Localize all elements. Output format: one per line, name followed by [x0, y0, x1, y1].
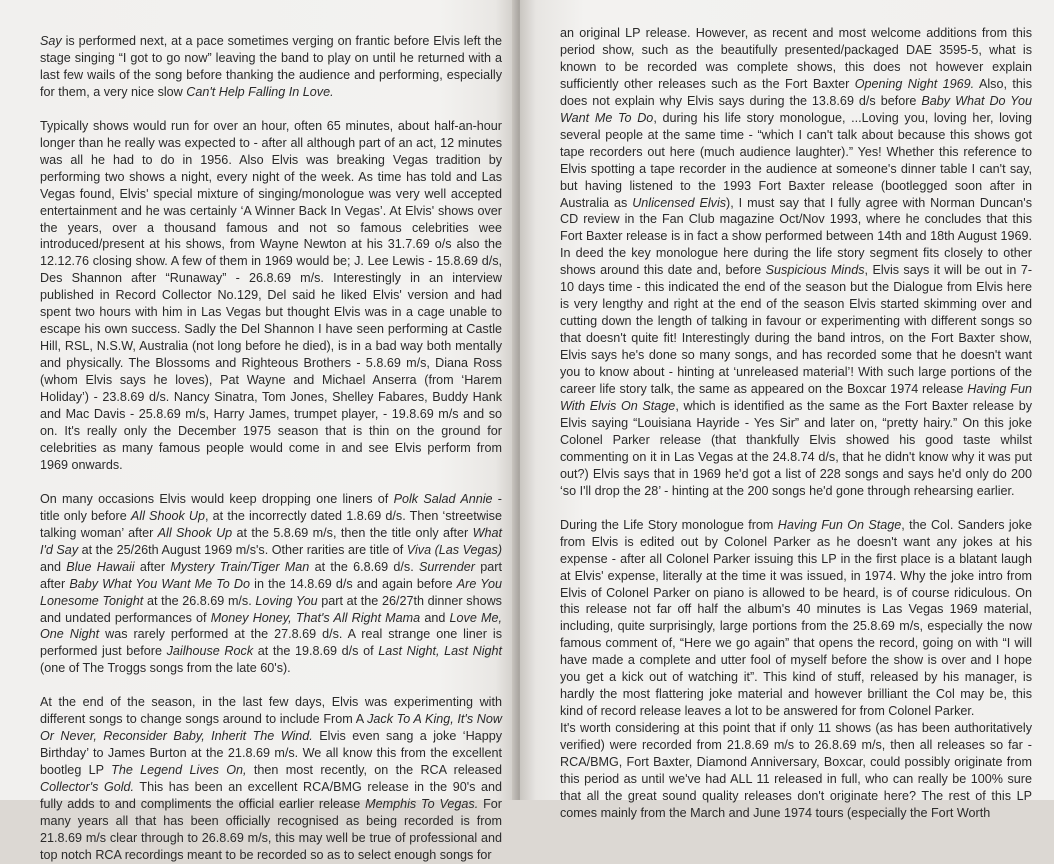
- left-paragraph-3: [40, 491, 502, 677]
- right-paragraph-3: [560, 720, 1032, 822]
- left-paragraph-4: [40, 694, 502, 864]
- body-text: was rarely performed at the 27.8.69 d/s. A real strange one liner is performed just before: [40, 627, 502, 659]
- body-text: Also, this does not explain why Elvis says during the 13.8.69 d/s before: [560, 76, 1033, 108]
- body-text: and: [420, 610, 450, 625]
- body-text: During the Life Story monologue from: [560, 517, 778, 532]
- italic-title-text: Jack To A King, It's Now Or Never, Reconsider Baby, Inherit The Wind.: [40, 712, 502, 744]
- italic-title-text: Say: [40, 34, 62, 48]
- body-text: - title only before: [40, 491, 502, 523]
- italic-title-text: Money Honey, That's All Right Mama: [210, 610, 421, 625]
- body-text: For many years all that has been officially recognised as being recorded is from 21.8.69 m/s clear through to 26.8.69 m/s, this may well be true of professional and top notch RCA recordings meant to be recorded so as to select enough songs for: [40, 797, 502, 862]
- italic-title-text: Having Fun On Stage: [777, 517, 902, 532]
- italic-title-text: Opening Night 1969.: [854, 76, 975, 91]
- italic-title-text: Having Fun With Elvis On Stage: [560, 382, 1032, 413]
- italic-title-text: All Shook Up: [130, 508, 206, 523]
- body-text: At the end of the season, in the last few days, Elvis was experimenting with different songs to change songs around to include From A: [40, 695, 502, 727]
- right-paragraph-2: [560, 517, 1032, 720]
- body-text: an original LP release. However, as recent and most welcome additions from this period show, such as the beautifully presented/packaged DAE 3595-5, what is known to be recorded was complete shows, this does not however explain sufficiently other releases such as the Fort Baxter: [560, 26, 1032, 91]
- body-text: , at the incorrectly dated 1.8.69 d/s. Then ‘streetwise talking woman’ after: [40, 508, 502, 540]
- body-text: Elvis even sang a joke ‘Happy Birthday’ to James Burton at the 21.8.69 m/s. We all know this from the excellent bootleg LP: [40, 729, 502, 778]
- italic-title-text: Memphis To Vegas.: [365, 797, 479, 812]
- body-text: , during his life story monologue, ...Loving you, loving her, loving several people at the same time - “which I can't talk about because this shows got tape recorders out here (much audience laughter).” Yes! Whether this reference to Elvis spotting a tape recorder in the audience at someone's dinner table I can't say, but having listened to the 1993 Fort Baxter release (bootlegged soon after in Australia as: [560, 110, 1033, 210]
- body-text: at the 25/26th August 1969 m/s's. Other rarities are title of: [78, 542, 407, 557]
- italic-title-text: Loving You: [255, 593, 318, 608]
- body-text: It's worth considering at this point that if only 11 shows (as has been authoritatively verified) were recorded from 21.8.69 m/s to 26.8.69 m/s, then all releases so far - RCA/BMG, Fort Baxter, Diamond Anniversary, Boxcar, could possibly originate from this period as until we've had ALL 11 released in full, who can really be 100% sure that all the great sound quality releases don't originate here? The rest of this LP comes mainly from the March and June 1974 tours (especially the Fort Worth: [560, 721, 1032, 820]
- body-text: after: [134, 559, 171, 574]
- italic-title-text: Are You Lonesome Tonight: [40, 576, 502, 608]
- body-text: (one of The Troggs songs from the late 60's).: [40, 661, 291, 676]
- body-text: ), I must say that I fully agree with Norman Duncan's CD review in the Fan Club magazine Oct/Nov 1993, where he concludes that this Fort Baxter release is in fact a show performed between 14th and 18th August 1969. In deed the key monologue here during the life story segment fits closely to other shows around this date and, before: [560, 195, 1032, 278]
- left-page: [0, 0, 516, 862]
- italic-title-text: Collector's Gold.: [40, 780, 135, 795]
- body-text: at the 26.8.69 m/s.: [143, 593, 256, 608]
- body-text: at the 5.8.69 m/s, then the title only after: [232, 525, 473, 540]
- italic-title-text: Love Me, One Night: [40, 610, 502, 642]
- body-text: in the 14.8.69 d/s and again before: [250, 576, 457, 591]
- italic-title-text: Mystery Train/Tiger Man: [170, 559, 310, 574]
- italic-title-text: Can't Help Falling In Love.: [186, 84, 334, 99]
- italic-title-text: What I'd Say: [40, 525, 502, 557]
- body-text: , Elvis says it will be out in 7-10 days time - this indicated the end of the season but the Dialogue from Elvis here is very lengthy and right at the end of the season Elvis started skimming over and cutting down the length of talking in favour or experimenting with different songs so that doesn't quite fit! Interestingly during the band intros, on the Fort Baxter show, Elvis says he's done so many songs, and has recorded some that he doesn't want you to know about - hinting at ‘unreleased material’! With such large portions of the career life story talk, the same as appeared on the Boxcar 1974 release: [560, 263, 1033, 397]
- body-text: and: [40, 559, 67, 574]
- italic-title-text: Surrender: [419, 559, 476, 574]
- left-paragraph-1: [40, 33, 502, 101]
- right-paragraph-1: [560, 25, 1032, 500]
- italic-title-text: Jailhouse Rock: [166, 644, 254, 659]
- italic-title-text: Baby What You Want Me To Do: [69, 576, 251, 591]
- italic-title-text: All Shook Up: [157, 525, 233, 540]
- italic-title-text: Blue Hawaii: [66, 559, 135, 574]
- italic-title-text: The Legend Lives On,: [111, 763, 247, 778]
- body-text: This has been an excellent RCA/BMG release in the 90's and fully adds to and compliments the official earlier release: [40, 780, 502, 812]
- body-text: , which is identified as the same as the Fort Baxter release by Elvis saying “Louisiana Hayride - Yes Sir” and later on, “pretty hairy.” On this joke Colonel Parker release (that thankfully Elvis showed his good taste whilst commenting on it in Las Vegas at the 24.8.74 d/s, that he didn't know why it was put out?) Elvis says that in 1969 he'd got a list of 228 songs and says he'd only do 200 ‘so I'll drop the 28’ - hinting at the 200 songs he'd gone through rehearsing earlier.: [560, 398, 1033, 498]
- body-text: at the 6.8.69 d/s.: [309, 559, 419, 574]
- italic-title-text: Last Night, Last Night: [378, 644, 503, 659]
- body-text: part at the 26/27th dinner shows and undated performances of: [40, 593, 502, 625]
- italic-title-text: Baby What Do You Want Me To Do: [560, 93, 1032, 125]
- body-text: then most recently, on the RCA released: [246, 763, 502, 778]
- italic-title-text: Suspicious Minds: [765, 263, 865, 278]
- italic-title-text: Polk Salad Annie: [393, 491, 493, 506]
- left-paragraph-2: [40, 118, 502, 474]
- body-text: at the 19.8.69 d/s of: [253, 644, 379, 659]
- body-text: On many occasions Elvis would keep dropping one liners of: [40, 491, 394, 506]
- body-text: is performed next, at a pace sometimes verging on frantic before Elvis left the stage singing “I got to go now” leaving the band to play on until he returned with a last few wails of the song before thanking the audience and performing, especially for them, a very nice slow: [40, 34, 502, 99]
- italic-title-text: Viva (Las Vegas): [406, 542, 503, 557]
- body-text: , the Col. Sanders joke from Elvis is edited out by Colonel Parker as he doesn't want any jokes at his expense - after all Colonel Parker issuing this LP in the first place is a blatant laugh at Elvis' expense, literally at the time it was issued, in 1974. Why the joke intro from Elvis of Colonel Parker on piano is allowed to be heard, is of course ridiculous. On this release not far off half the album's 40 minutes is Las Vegas 1969 material, including, quite surprisingly, large portions from the 25.8.69 m/s, especially the now famous comment of, “Here we go again” that opens the record, going on with “I will have made a complete and utter fool of myself before the show is over and I hope you get a kick out of watching it”. This kind of stuff, released by his manager, is hardly the most flattering joke material and however brilliant the Col may be, this kind of record release leaves a lot to be answered for from Colonel Parker.: [560, 517, 1032, 719]
- italic-title-text: Unlicensed Elvis: [632, 195, 727, 210]
- right-page: [520, 0, 1054, 820]
- body-text: Typically shows would run for over an hour, often 65 minutes, about half-an-hour longer than he really was expected to - after all although part of an act, 12 minutes was all he had to do in 1956. Also Elvis was breaking Vegas tradition by performing two shows a night, every night of the week. As time has told and Las Vegas found, Elvis' special mixture of singing/monologue was very well accepted entertainment and he was certainly ‘A Winner Back In Vegas’. At Elvis' shows over the years, over a thousand famous and not so famous celebrities wee introduced/present at his shows, from Wayne Newton at his 31.7.69 o/s also the 12.12.76 closing show. A few of them in 1969 would be; J. Lee Lewis - 15.8.69 d/s, Des Shannon after “Runaway” - 26.8.69 m/s. Interestingly in an interview published in Record Collector No.129, Del said he liked Elvis' version and had spent two hours with him in Las Vegas but thought Elvis was in a cage unable to escape his own success. Sadly the Del Shannon I have seen performing at Castle Hill, RSL, N.S.W, Australia (not long before he died), is in a bad way both mentally and physically. The Blossoms and Righteous Brothers - 5.8.69 m/s, Diana Ross (whom Elvis says he loves), Pat Wayne and Michael Anserra (from ‘Harem Holiday’) - 23.8.69 d/s. Nancy Sinatra, Tom Jones, Shelley Fabares, Buddy Hank and Mac Davis - 25.8.69 m/s, Harry James, trumpet player, - 19.8.69 m/s and so on. It's really only the December 1975 season that is thin on the ground for celebrities as many famous people would come in and see Elvis perform from 1969 onwards.: [40, 118, 502, 472]
- body-text: part after: [40, 559, 502, 591]
